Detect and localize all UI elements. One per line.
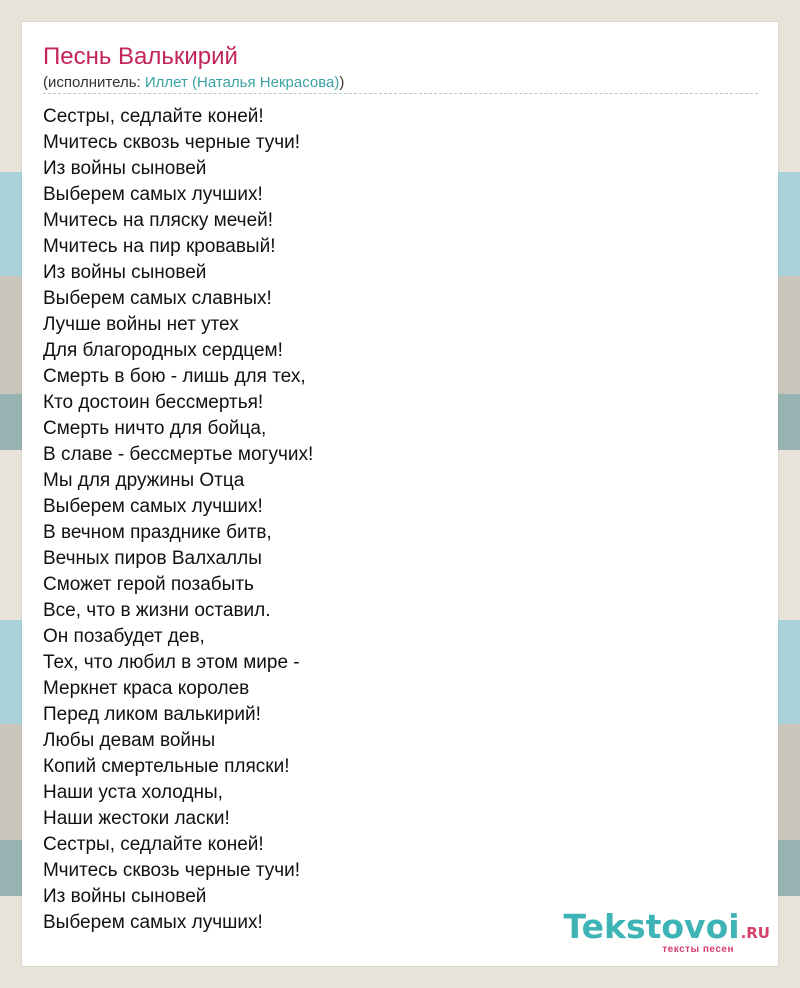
- lyric-line: Кто достоин бессмертья!: [43, 392, 264, 413]
- lyric-line: Выберем самых лучших!: [43, 496, 263, 517]
- lyric-line: Мчитесь сквозь черные тучи!: [43, 860, 301, 881]
- lyric-line: Вечных пиров Валхаллы: [43, 548, 262, 569]
- lyric-line: Смерть ничто для бойца,: [43, 418, 267, 439]
- lyric-line: Копий смертельные пляски!: [43, 756, 290, 777]
- song-title: Песнь Валькирий: [43, 43, 238, 70]
- lyric-line: Меркнет краса королев: [43, 678, 250, 699]
- meta-prefix: (исполнитель:: [43, 74, 145, 91]
- lyric-line: Сможет герой позабыть: [43, 574, 254, 595]
- logo-tagline: тексты песен: [662, 944, 734, 955]
- lyric-line: Мы для дружины Отца: [43, 470, 245, 491]
- lyric-line: Мчитесь на пир кровавый!: [43, 236, 276, 257]
- lyric-line: Из войны сыновей: [43, 158, 207, 179]
- lyric-line: Тех, что любил в этом мире -: [43, 652, 300, 673]
- lyric-line: Лучше войны нет утех: [43, 314, 239, 335]
- lyric-line: Наши жестоки ласки!: [43, 808, 230, 829]
- lyric-line: Выберем самых лучших!: [43, 912, 263, 933]
- meta-suffix: ): [339, 74, 345, 91]
- divider: [43, 93, 758, 94]
- lyric-line: Из войны сыновей: [43, 886, 207, 907]
- lyric-line: Наши уста холодны,: [43, 782, 223, 803]
- logo-tld: .RU: [740, 924, 770, 942]
- lyric-line: В вечном празднике битв,: [43, 522, 272, 543]
- lyrics-card: [22, 22, 778, 966]
- lyric-line: Все, что в жизни оставил.: [43, 600, 271, 621]
- lyric-line: Для благородных сердцем!: [43, 340, 283, 361]
- lyric-line: Мчитесь сквозь черные тучи!: [43, 132, 301, 153]
- lyric-line: Выберем самых лучших!: [43, 184, 263, 205]
- lyric-line: Сестры, седлайте коней!: [43, 834, 264, 855]
- site-logo[interactable]: [550, 907, 770, 964]
- lyric-line: Из войны сыновей: [43, 262, 207, 283]
- lyric-line: В славе - бессмертье могучих!: [43, 444, 314, 465]
- lyrics-text: [43, 104, 313, 936]
- artist-link[interactable]: Иллет (Наталья Некрасова): [144, 74, 340, 91]
- lyric-line: Он позабудет дев,: [43, 626, 205, 647]
- lyric-line: Смерть в бою - лишь для тех,: [43, 366, 306, 387]
- lyric-line: Перед ликом валькирий!: [43, 704, 261, 725]
- lyric-line: Сестры, седлайте коней!: [43, 106, 264, 127]
- lyric-line: Выберем самых славных!: [43, 288, 272, 309]
- song-meta: [43, 74, 344, 92]
- lyric-line: Мчитесь на пляску мечей!: [43, 210, 274, 231]
- logo-name: Tekstovoi: [563, 907, 740, 946]
- lyric-line: Любы девам войны: [43, 730, 216, 751]
